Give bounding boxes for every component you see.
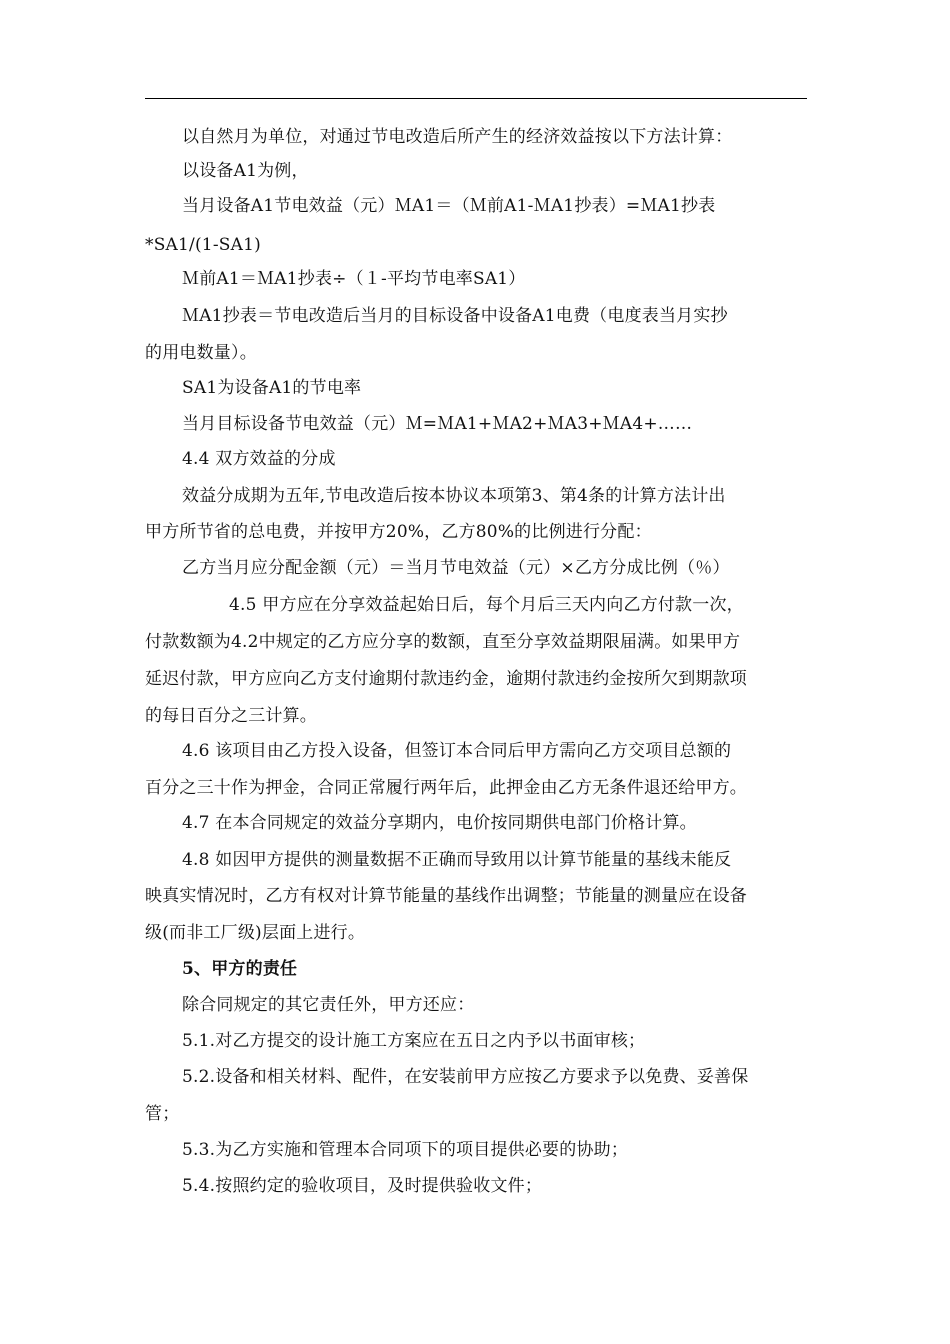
- text-line: 4.8 如因甲方提供的测量数据不正确而导致用以计算节能量的基线未能反: [182, 850, 732, 870]
- header-rule: [145, 98, 807, 99]
- text-line: 效益分成期为五年,节电改造后按本协议本项第3、第4条的计算方法计出: [182, 486, 726, 506]
- text-line: *SA1/(1-SA1): [145, 235, 261, 255]
- text-line: SA1为设备A1的节电率: [182, 378, 362, 398]
- text-line: 5.3.为乙方实施和管理本合同项下的项目提供必要的协助；: [182, 1140, 629, 1160]
- text-line: Ｍ前A1＝ＭA1抄表÷（１-平均节电率SA1）: [182, 269, 526, 289]
- text-line: 当月目标设备节电效益（元）Ｍ=ＭA1+ＭA2+ＭA3+ＭA4+……: [182, 414, 693, 434]
- text-line: 乙方当月应分配金额（元）＝当月节电效益（元）×乙方分成比例（％）: [182, 558, 730, 578]
- text-line: 百分之三十作为押金，合同正常履行两年后，此押金由乙方无条件退还给甲方。: [145, 778, 747, 798]
- text-line: 付款数额为4.2中规定的乙方应分享的数额，直至分享效益期限届满。如果甲方: [145, 632, 741, 652]
- text-line: 以设备A1为例，: [182, 161, 309, 181]
- text-line: 5.1.对乙方提交的设计施工方案应在五日之内予以书面审核；: [182, 1031, 646, 1051]
- text-line: 5.4.按照约定的验收项目，及时提供验收文件；: [182, 1176, 543, 1196]
- text-line: 的用电数量）。: [145, 343, 257, 363]
- text-line: 管；: [145, 1104, 180, 1124]
- text-line: 的每日百分之三计算。: [145, 706, 317, 726]
- text-line: ＭA1抄表＝节电改造后当月的目标设备中设备A1电费（电度表当月实抄: [182, 306, 728, 326]
- text-line: 级(而非工厂级)层面上进行。: [145, 923, 366, 943]
- text-line: 除合同规定的其它责任外，甲方还应：: [182, 995, 475, 1015]
- section-heading: 5、甲方的责任: [182, 959, 298, 979]
- text-line: 当月设备A1节电效益（元）ＭA1＝（Ｍ前A1-ＭA1抄表）=ＭA1抄表: [182, 196, 716, 216]
- text-line: 4.6 该项目由乙方投入设备，但签订本合同后甲方需向乙方交项目总额的: [182, 741, 732, 761]
- text-line: 4.5 甲方应在分享效益起始日后，每个月后三天内向乙方付款一次，: [229, 595, 744, 615]
- text-line: 以自然月为单位，对通过节电改造后所产生的经济效益按以下方法计算：: [182, 127, 733, 147]
- text-line: 映真实情况时，乙方有权对计算节能量的基线作出调整；节能量的测量应在设备: [145, 886, 747, 906]
- text-line: 延迟付款，甲方应向乙方支付逾期付款违约金，逾期付款违约金按所欠到期款项: [145, 669, 747, 689]
- text-line: 甲方所节省的总电费，并按甲方20%，乙方80%的比例进行分配：: [145, 522, 652, 542]
- text-line: 4.7 在本合同规定的效益分享期内，电价按同期供电部门价格计算。: [182, 813, 697, 833]
- text-line: 5.2.设备和相关材料、配件，在安装前甲方应按乙方要求予以免费、妥善保: [182, 1067, 749, 1087]
- section-heading: 4.4 双方效益的分成: [182, 449, 336, 469]
